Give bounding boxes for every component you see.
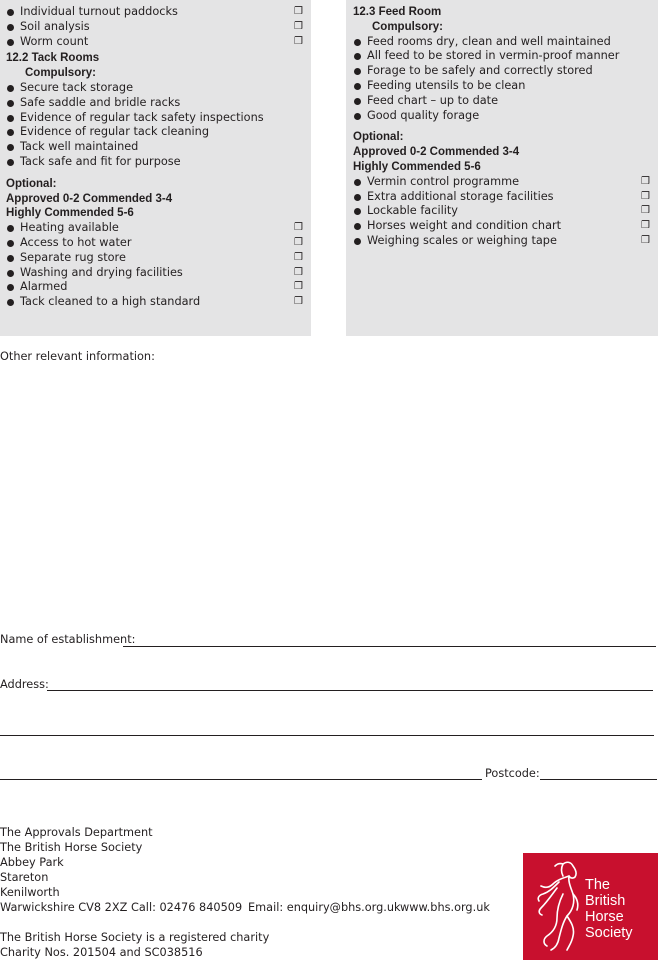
- checkbox-icon[interactable]: ❒: [294, 251, 303, 263]
- list-item: [353, 35, 650, 50]
- footer-address-line1: The Approvals Department: [0, 826, 153, 839]
- address-field-line2[interactable]: [0, 735, 654, 736]
- establishment-field[interactable]: [123, 646, 656, 647]
- bullet-icon: [7, 39, 14, 46]
- logo-line-society: Society: [585, 925, 633, 941]
- other-info-label: Other relevant information:: [0, 350, 155, 363]
- footer-phone: Call: 02476 840509: [131, 901, 243, 914]
- list-item: [6, 5, 303, 20]
- list-item-label: Feed rooms dry, clean and well maintained: [367, 34, 611, 48]
- bullet-icon: [7, 270, 14, 277]
- tack-scale-line2: Highly Commended 5-6: [6, 207, 134, 220]
- tack-optional-label: Optional:: [6, 177, 57, 190]
- rearing-horse-icon: [533, 858, 585, 955]
- bullet-icon: [7, 85, 14, 92]
- checkbox-icon[interactable]: ❒: [641, 175, 650, 187]
- list-item-label: Heating available: [20, 221, 119, 235]
- list-item-label: Washing and drying facilities: [20, 265, 183, 279]
- list-item: [353, 109, 650, 124]
- list-item-label: Extra additional storage facilities: [367, 189, 554, 203]
- tack-scale-line1: Approved 0-2 Commended 3-4: [6, 192, 173, 205]
- logo-text: [585, 877, 633, 941]
- list-item: [6, 251, 303, 266]
- bullet-icon: [7, 129, 14, 136]
- feed-compulsory-list: [353, 35, 650, 124]
- bullet-icon: [7, 115, 14, 122]
- list-item-label: Forage to be safely and correctly stored: [367, 64, 593, 78]
- list-item-label: Individual turnout paddocks: [20, 5, 178, 18]
- tack-compulsory-label: Compulsory:: [25, 67, 96, 80]
- checkbox-icon[interactable]: ❒: [294, 6, 303, 17]
- list-item: [353, 94, 650, 109]
- logo-line-british: British: [585, 893, 626, 909]
- list-item: [353, 204, 650, 219]
- feed-room-heading: 12.3 Feed Room: [353, 6, 442, 18]
- bullet-icon: [354, 208, 361, 215]
- footer-county-postcode: Warwickshire CV8 2XZ: [0, 901, 128, 914]
- checkbox-icon[interactable]: ❒: [294, 222, 303, 234]
- checkbox-icon[interactable]: ❒: [294, 236, 303, 248]
- list-item-label: Evidence of regular tack cleaning: [20, 125, 209, 139]
- list-item: [6, 35, 303, 50]
- feed-scale-line1: Approved 0-2 Commended 3-4: [353, 146, 520, 159]
- list-item-label: Lockable facility: [367, 204, 458, 218]
- establishment-label: Name of establishment:: [0, 633, 136, 646]
- bullet-icon: [354, 53, 361, 60]
- checkbox-icon[interactable]: ❒: [641, 205, 650, 217]
- tack-rooms-panel: [0, 0, 311, 336]
- bullet-icon: [354, 179, 361, 186]
- bullet-icon: [354, 238, 361, 245]
- feed-optional-list: [353, 175, 650, 249]
- list-item: [6, 295, 303, 310]
- charity-line2: Charity Nos. 201504 and SC038516: [0, 946, 203, 959]
- feed-optional-label: Optional:: [353, 131, 404, 144]
- bullet-icon: [7, 299, 14, 306]
- list-item-label: Separate rug store: [20, 250, 126, 264]
- footer-address-line3: Abbey Park: [0, 856, 64, 869]
- list-item-label: Worm count: [20, 34, 89, 48]
- paddock-list: [6, 5, 303, 49]
- bullet-icon: [354, 39, 361, 46]
- footer-website[interactable]: www.bhs.org.uk: [400, 901, 490, 914]
- list-item: [353, 79, 650, 94]
- list-item: [6, 266, 303, 281]
- list-item: [6, 280, 303, 295]
- list-item: [353, 64, 650, 79]
- list-item-label: Tack well maintained: [20, 140, 139, 154]
- list-item-label: Vermin control programme: [367, 174, 520, 188]
- list-item-label: Soil analysis: [20, 19, 90, 33]
- list-item: [6, 125, 303, 140]
- checkbox-icon[interactable]: ❒: [294, 281, 303, 293]
- list-item: [6, 221, 303, 236]
- bullet-icon: [354, 194, 361, 201]
- bullet-icon: [354, 83, 361, 90]
- logo-line-the: The: [585, 877, 610, 893]
- list-item-label: Horses weight and condition chart: [367, 219, 562, 233]
- charity-line1: The British Horse Society is a registered charity: [0, 931, 270, 944]
- bullet-icon: [7, 159, 14, 166]
- tack-optional-list: [6, 221, 303, 310]
- bullet-icon: [7, 100, 14, 107]
- checkbox-icon[interactable]: ❒: [294, 20, 303, 32]
- bullet-icon: [354, 68, 361, 75]
- bullet-icon: [354, 98, 361, 105]
- bullet-icon: [354, 113, 361, 120]
- list-item-label: Access to hot water: [20, 235, 132, 249]
- list-item-label: Feeding utensils to be clean: [367, 78, 526, 92]
- bullet-icon: [7, 24, 14, 31]
- list-item: [353, 190, 650, 205]
- address-field-line1[interactable]: [47, 690, 653, 691]
- bullet-icon: [7, 240, 14, 247]
- list-item-label: Alarmed: [20, 280, 68, 294]
- bullet-icon: [7, 284, 14, 291]
- list-item: [353, 219, 650, 234]
- footer-address-line2: The British Horse Society: [0, 841, 143, 854]
- address-label: Address:: [0, 678, 49, 691]
- checkbox-icon[interactable]: ❒: [641, 220, 650, 232]
- address-field-line3[interactable]: [0, 779, 482, 780]
- list-item-label: Weighing scales or weighing tape: [367, 233, 557, 247]
- footer-email[interactable]: Email: enquiry@bhs.org.uk: [248, 901, 401, 914]
- list-item: [353, 234, 650, 249]
- postcode-field[interactable]: [540, 779, 657, 780]
- list-item: [6, 140, 303, 155]
- bullet-icon: [7, 255, 14, 262]
- feed-room-panel: [346, 0, 658, 336]
- list-item-label: Secure tack storage: [20, 80, 134, 94]
- feed-compulsory-label: Compulsory:: [372, 20, 443, 33]
- list-item: [6, 20, 303, 35]
- list-item: [6, 96, 303, 111]
- checkbox-icon[interactable]: ❒: [294, 35, 303, 47]
- list-item: [6, 155, 303, 170]
- footer-address-line4: Stareton: [0, 871, 49, 884]
- bhs-logo: [523, 853, 658, 960]
- checkbox-icon[interactable]: ❒: [641, 234, 650, 246]
- footer-address-line5: Kenilworth: [0, 886, 60, 899]
- feed-scale-line2: Highly Commended 5-6: [353, 160, 481, 173]
- bullet-icon: [7, 9, 14, 16]
- list-item: [353, 49, 650, 64]
- tack-rooms-heading: 12.2 Tack Rooms: [6, 52, 100, 65]
- list-item-label: All feed to be stored in vermin-proof manner: [367, 49, 620, 63]
- tack-compulsory-list: [6, 81, 303, 170]
- bullet-icon: [354, 223, 361, 230]
- list-item-label: Feed chart – up to date: [367, 93, 499, 107]
- list-item: [6, 236, 303, 251]
- list-item-label: Evidence of regular tack safety inspections: [20, 110, 264, 124]
- list-item: [6, 81, 303, 96]
- postcode-label: Postcode:: [485, 767, 540, 780]
- checkbox-icon[interactable]: ❒: [641, 190, 650, 202]
- list-item-label: Good quality forage: [367, 108, 480, 122]
- checkbox-icon[interactable]: ❒: [294, 296, 303, 308]
- list-item: [353, 175, 650, 190]
- list-item-label: Safe saddle and bridle racks: [20, 95, 181, 109]
- bullet-icon: [7, 225, 14, 232]
- list-item-label: Tack safe and fit for purpose: [20, 154, 181, 168]
- logo-line-horse: Horse: [585, 909, 624, 925]
- bullet-icon: [7, 144, 14, 151]
- list-item-label: Tack cleaned to a high standard: [20, 295, 201, 309]
- checkbox-icon[interactable]: ❒: [294, 266, 303, 278]
- list-item: [6, 111, 303, 126]
